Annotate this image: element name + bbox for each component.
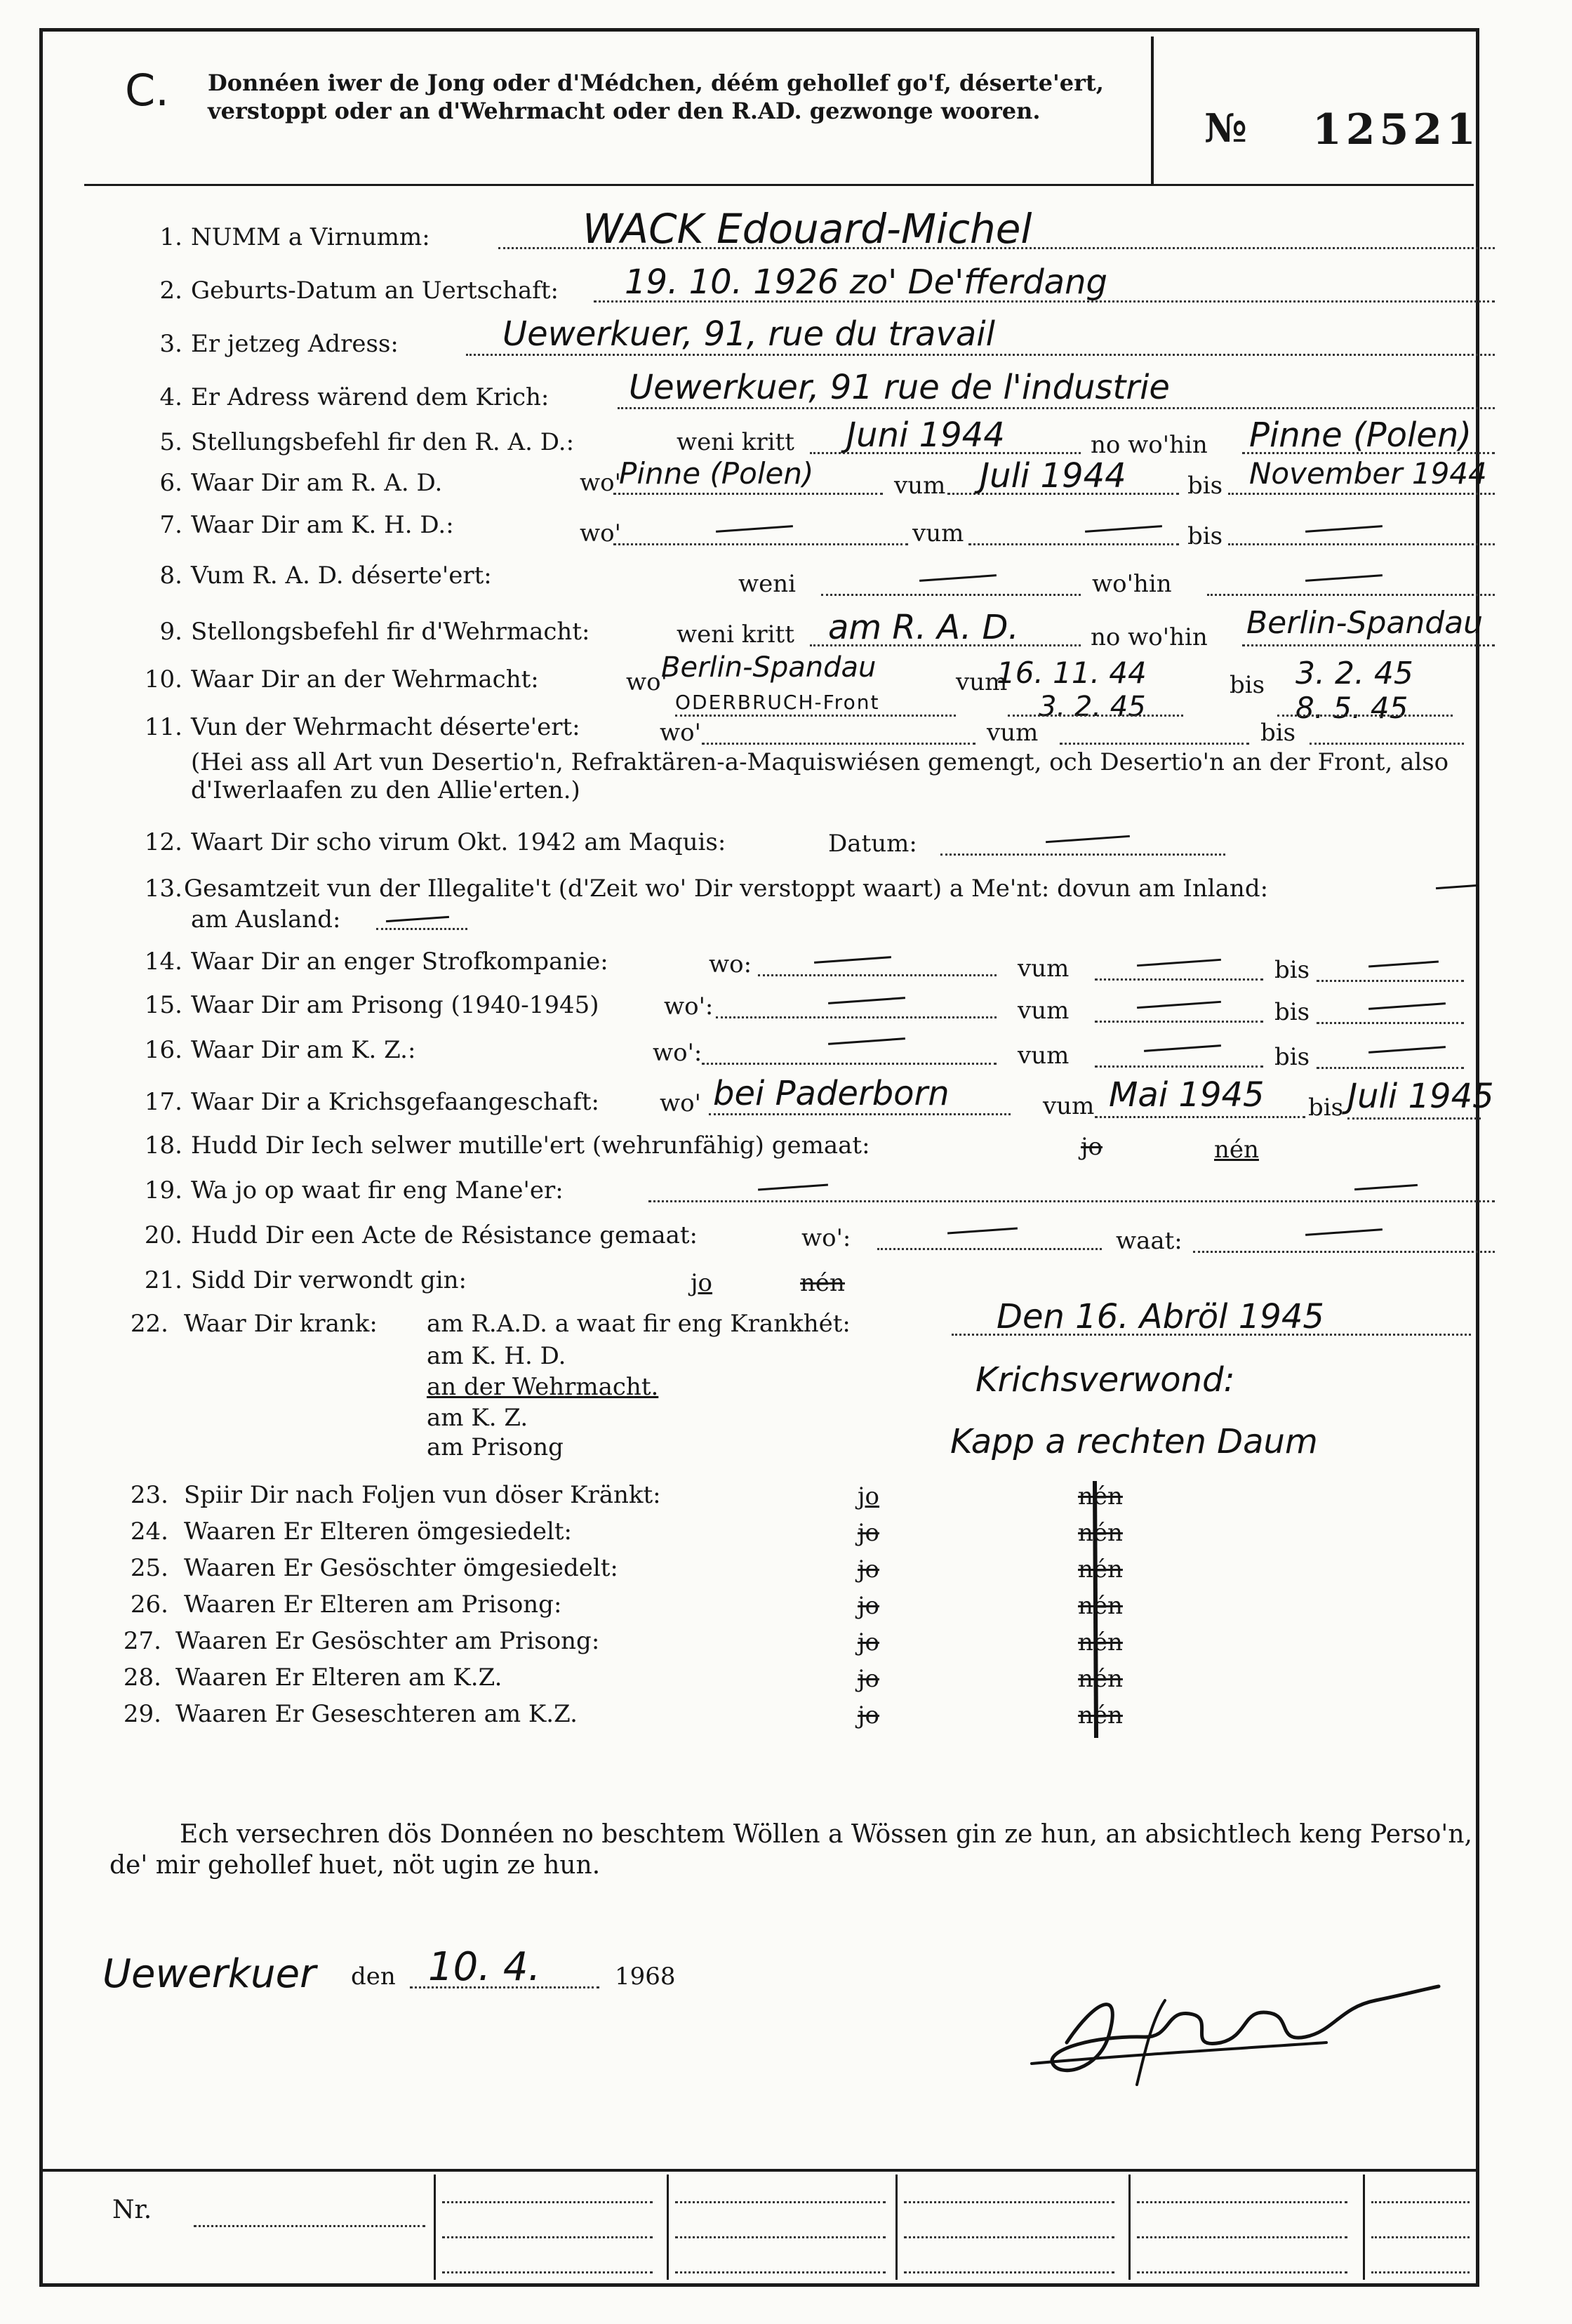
fill-line xyxy=(877,1248,1102,1250)
sub-label: am R.A.D. a waat fir eng Krankhét: xyxy=(427,1310,851,1338)
sub-label: am Prisong xyxy=(427,1433,564,1461)
field-key: vum xyxy=(1018,997,1070,1025)
item-label: Vun der Wehrmacht déserte'ert: xyxy=(191,713,580,741)
field-key: bis xyxy=(1230,671,1265,699)
item-number: 9. xyxy=(159,618,182,646)
item-number: 1. xyxy=(159,223,182,251)
field-key: no wo'hin xyxy=(1091,431,1208,459)
answer-illness-3[interactable]: Kapp a rechten Daum xyxy=(950,1422,1318,1461)
item-label: Waaren Er Elteren ömgesiedelt: xyxy=(184,1518,572,1546)
item-number: 27. xyxy=(123,1627,161,1655)
item-label: Waaren Er Elteren am K.Z. xyxy=(175,1664,502,1692)
field-key: vum xyxy=(1018,1042,1070,1070)
answer-address[interactable]: Uewerkuer, 91, rue du travail xyxy=(502,314,995,354)
fill-line xyxy=(1277,715,1453,717)
item-label: Stellungsbefehl fir den R. A. D.: xyxy=(191,428,575,456)
item-label: Waar Dir an der Wehrmacht: xyxy=(191,665,539,693)
fill-line xyxy=(716,1016,997,1018)
header-divider xyxy=(1151,36,1154,184)
fill-line xyxy=(1008,715,1183,717)
field-key: wo': xyxy=(801,1224,851,1252)
option-no[interactable]: nén xyxy=(1078,1519,1123,1547)
item-label: Waar Dir krank: xyxy=(184,1310,378,1338)
field-key: vum xyxy=(1018,955,1070,983)
item-number: 7. xyxy=(159,511,182,539)
item-label: Waar Dir an enger Strofkompanie: xyxy=(191,948,608,976)
item-number: 18. xyxy=(144,1131,182,1160)
item-number: 5. xyxy=(159,428,182,456)
field-key: vum xyxy=(912,519,964,547)
fill-line xyxy=(968,543,1179,545)
item-label: Vum R. A. D. déserte'ert: xyxy=(191,562,492,590)
fill-line xyxy=(675,2201,886,2203)
item-number: 13. xyxy=(144,875,182,903)
fill-line xyxy=(1347,1117,1481,1120)
answer-pow-place[interactable]: bei Paderborn xyxy=(713,1074,950,1113)
answer-wehrmacht-place-1[interactable]: Berlin-Spandau xyxy=(661,651,877,684)
column-divider xyxy=(434,2174,436,2280)
answer-rad-order-place[interactable]: Pinne (Polen) xyxy=(1249,416,1472,455)
option-yes[interactable]: jo xyxy=(858,1482,880,1510)
field-key: wo'hin xyxy=(1092,570,1172,598)
answer-rad-from[interactable]: Juli 1944 xyxy=(980,456,1126,496)
answer-wehrmacht-to-1[interactable]: 3. 2. 45 xyxy=(1295,656,1413,691)
item-label: Waar Dir am Prisong (1940-1945) xyxy=(191,991,599,1019)
answer-rad-order-date[interactable]: Juni 1944 xyxy=(846,416,1005,455)
den-label: den xyxy=(351,1963,396,1991)
fill-line xyxy=(904,2236,1114,2238)
field-key: vum xyxy=(956,668,1008,696)
form-title: Donnéen iwer de Jong oder d'Médchen, déém gehollef go'f, déserte'ert, verstoppt oder an d'Wehrmacht oder den R.AD. gezwonge wooren. xyxy=(208,69,1104,124)
fill-line xyxy=(1310,743,1464,745)
signature xyxy=(1011,1958,1446,2099)
answer-wehrmacht-place-2[interactable]: ODERBRUCH-Front xyxy=(675,691,880,714)
fill-line xyxy=(1317,980,1464,982)
number-label: № xyxy=(1204,105,1247,152)
item-number: 20. xyxy=(144,1221,182,1249)
item-number: 17. xyxy=(144,1088,182,1116)
fill-line xyxy=(675,715,956,717)
answer-war-address[interactable]: Uewerkuer, 91 rue de l'industrie xyxy=(629,368,1170,407)
fill-line xyxy=(675,2271,886,2273)
fill-line xyxy=(1193,1251,1495,1253)
column-divider xyxy=(1363,2174,1365,2280)
column-divider xyxy=(1128,2174,1131,2280)
fill-line xyxy=(821,594,1081,596)
option-yes[interactable]: jo xyxy=(858,1628,880,1656)
item-number: 21. xyxy=(144,1266,182,1294)
answer-wehrmacht-order-place[interactable]: Berlin-Spandau xyxy=(1246,605,1484,641)
item-label: Wa jo op waat fir eng Mane'er: xyxy=(191,1176,564,1204)
item-label: NUMM a Virnumm: xyxy=(191,223,430,251)
answer-illness-1[interactable]: Den 16. Abröl 1945 xyxy=(997,1297,1324,1336)
item-number: 19. xyxy=(144,1176,182,1204)
field-key: vum xyxy=(894,472,946,500)
item-label: Stellongsbefehl fir d'Wehrmacht: xyxy=(191,618,590,646)
field-key: weni xyxy=(738,570,796,598)
field-key: bis xyxy=(1274,1043,1310,1071)
fill-line xyxy=(904,2271,1114,2273)
sub-label: an der Wehrmacht. xyxy=(427,1373,659,1401)
fill-line xyxy=(1371,2271,1470,2273)
item-number: 22. xyxy=(130,1310,168,1338)
fill-line xyxy=(648,1200,1495,1202)
field-key: weni kritt xyxy=(677,620,794,649)
answer-name[interactable]: WACK Edouard-Michel xyxy=(582,205,1032,253)
sub-label: am K. Z. xyxy=(427,1404,528,1432)
item-number: 15. xyxy=(144,991,182,1019)
option-no[interactable]: nén xyxy=(800,1269,845,1297)
field-key: bis xyxy=(1274,998,1310,1026)
option-no[interactable]: nén xyxy=(1078,1482,1123,1510)
field-key: bis xyxy=(1308,1094,1344,1122)
fill-line xyxy=(613,543,908,545)
answer-wehrmacht-to-2[interactable]: 8. 5. 45 xyxy=(1295,691,1408,725)
item-label: Waar Dir am K. H. D.: xyxy=(191,511,454,539)
field-key: wo: xyxy=(709,950,752,978)
fill-line xyxy=(1095,1021,1263,1023)
item-label: Er Adress wärend dem Krich: xyxy=(191,383,549,411)
option-yes[interactable]: jo xyxy=(691,1269,713,1297)
section-letter: C. xyxy=(125,65,169,116)
column-divider xyxy=(667,2174,669,2280)
field-key: wo' xyxy=(580,519,621,547)
field-key: bis xyxy=(1274,956,1310,984)
field-key: weni kritt xyxy=(677,428,794,456)
fill-line xyxy=(1095,978,1263,981)
item-label: Er jetzeg Adress: xyxy=(191,330,399,358)
fill-line xyxy=(1095,1116,1305,1118)
fill-line xyxy=(1228,543,1495,545)
item-number: 16. xyxy=(144,1036,182,1064)
item-label: Geburts-Datum an Uertschaft: xyxy=(191,277,559,305)
fill-line xyxy=(702,743,975,745)
fill-line xyxy=(1242,644,1495,646)
item-label: Gesamtzeit vun der Illegalite't (d'Zeit wo' Dir verstoppt waart) a Me'nt: dovun am Inland: xyxy=(184,875,1269,903)
field-key: bis xyxy=(1187,522,1223,550)
form-number: 12521 xyxy=(1312,105,1480,154)
field-key: wo' xyxy=(660,719,701,747)
fill-line xyxy=(376,928,467,930)
answer-sign-place[interactable]: Uewerkuer xyxy=(102,1951,317,1997)
fill-line xyxy=(194,2225,425,2227)
item-label: Hudd Dir Iech selwer mutille'ert (wehrunfähig) gemaat: xyxy=(191,1131,870,1160)
field-key: wo': xyxy=(653,1039,702,1067)
field-key: no wo'hin xyxy=(1091,623,1208,651)
fill-line xyxy=(1095,1065,1263,1068)
fill-line xyxy=(1137,2271,1347,2273)
item-number: 4. xyxy=(159,383,182,411)
column-divider xyxy=(895,2174,898,2280)
option-yes[interactable]: jo xyxy=(1081,1133,1103,1161)
field-key: bis xyxy=(1187,472,1223,500)
option-yes[interactable]: jo xyxy=(858,1519,880,1547)
answer-birth[interactable]: 19. 10. 1926 zo' De'fferdang xyxy=(625,263,1107,302)
item-number: 25. xyxy=(130,1554,168,1582)
option-yes[interactable]: jo xyxy=(858,1665,880,1693)
field-key: wo': xyxy=(664,992,714,1021)
answer-rad-place[interactable]: Pinne (Polen) xyxy=(619,456,814,491)
option-no[interactable]: nén xyxy=(1078,1555,1123,1583)
header-rule xyxy=(84,184,1474,186)
fill-line xyxy=(709,1113,1011,1115)
fill-line xyxy=(442,2271,653,2273)
field-key: vum xyxy=(1043,1092,1095,1120)
desertion-note: (Hei ass all Art vun Desertio'n, Refraktären-a-Maquiswiésen gemengt, och Desertio'n an der Front, also d'Iwerlaafen zu den Allie'erten.) xyxy=(191,748,1449,804)
item-number: 8. xyxy=(159,562,182,590)
answer-rad-to[interactable]: November 1944 xyxy=(1249,456,1487,491)
fill-line xyxy=(1137,2201,1347,2203)
fill-line xyxy=(702,1063,997,1065)
field-key: wo' xyxy=(580,469,621,497)
item-number: 29. xyxy=(123,1700,161,1728)
item-number: 28. xyxy=(123,1664,161,1692)
option-yes[interactable]: jo xyxy=(858,1592,880,1620)
item-label: Waar Dir a Krichsgefaangeschaft: xyxy=(191,1088,599,1116)
fill-line xyxy=(758,974,997,976)
item-number: 24. xyxy=(130,1518,168,1546)
answer-illness-2[interactable]: Krichsverwond: xyxy=(975,1360,1235,1400)
fill-line xyxy=(442,2236,653,2238)
option-yes[interactable]: jo xyxy=(858,1555,880,1583)
declaration-text: Ech versechren dös Donnéen no beschtem Wöllen a Wössen gin ze hun, an absichtlech keng Perso'n, de' mir gehollef huet, nöt ugin ze hun. xyxy=(109,1820,1472,1880)
field-key: Datum: xyxy=(828,830,917,858)
fill-line xyxy=(1371,2236,1470,2238)
item-label: Waaren Er Elteren am Prisong: xyxy=(184,1591,562,1619)
fill-line xyxy=(904,2201,1114,2203)
option-no[interactable]: nén xyxy=(1214,1136,1259,1164)
item-number: 6. xyxy=(159,469,182,497)
item-label: Sidd Dir verwondt gin: xyxy=(191,1266,467,1294)
answer-pow-from[interactable]: Mai 1945 xyxy=(1109,1075,1265,1115)
fill-line xyxy=(1371,2201,1470,2203)
field-key: wo' xyxy=(660,1089,701,1117)
answer-sign-date[interactable]: 10. 4. xyxy=(428,1944,541,1990)
item-number: 10. xyxy=(144,665,182,693)
item-label: Spiir Dir nach Foljen vun döser Kränkt: xyxy=(184,1481,661,1509)
field-key: waat: xyxy=(1116,1227,1183,1255)
answer-wehrmacht-from-1[interactable]: 16. 11. 44 xyxy=(997,656,1147,690)
answer-wehrmacht-order-date[interactable]: am R. A. D. xyxy=(828,608,1019,647)
fill-line xyxy=(940,854,1225,856)
fill-line xyxy=(466,354,1495,356)
item-number: 3. xyxy=(159,330,182,358)
fill-line xyxy=(1137,2236,1347,2238)
item-number: 26. xyxy=(130,1591,168,1619)
year-label: 1968 xyxy=(615,1963,676,1991)
fill-line xyxy=(1228,493,1495,495)
field-key: wo' xyxy=(626,668,667,696)
option-no[interactable]: nén xyxy=(1078,1665,1123,1693)
item-number: 12. xyxy=(144,828,182,856)
field-key: am Ausland: xyxy=(191,905,341,934)
item-label: Waart Dir scho virum Okt. 1942 am Maquis: xyxy=(191,828,726,856)
item-label: Waaren Er Gesöschter am Prisong: xyxy=(175,1627,600,1655)
nr-label: Nr. xyxy=(112,2196,152,2224)
fill-line xyxy=(1317,1022,1464,1024)
item-number: 11. xyxy=(144,713,182,741)
field-key: bis xyxy=(1260,719,1296,747)
item-label: Hudd Dir een Acte de Résistance gemaat: xyxy=(191,1221,698,1249)
answer-pow-to[interactable]: Juli 1945 xyxy=(1347,1077,1494,1116)
field-key: vum xyxy=(987,719,1039,747)
fill-line xyxy=(1207,594,1495,596)
fill-line xyxy=(1317,1067,1464,1069)
option-no[interactable]: nén xyxy=(1078,1628,1123,1656)
item-label: Waar Dir am K. Z.: xyxy=(191,1036,416,1064)
item-number: 2. xyxy=(159,277,182,305)
option-no[interactable]: nén xyxy=(1078,1701,1123,1729)
fill-line xyxy=(675,2236,886,2238)
item-label: Waaren Er Geseschteren am K.Z. xyxy=(175,1700,578,1728)
answer-wehrmacht-from-2[interactable]: 3. 2. 45 xyxy=(1039,691,1146,723)
item-number: 23. xyxy=(130,1481,168,1509)
option-yes[interactable]: jo xyxy=(858,1701,880,1729)
option-no[interactable]: nén xyxy=(1078,1592,1123,1620)
fill-line xyxy=(613,493,883,495)
item-label: Waaren Er Gesöschter ömgesiedelt: xyxy=(184,1554,618,1582)
item-number: 14. xyxy=(144,948,182,976)
fill-line xyxy=(618,407,1495,409)
strike-line xyxy=(1081,1478,1109,1741)
sub-label: am K. H. D. xyxy=(427,1342,566,1370)
item-label: Waar Dir am R. A. D. xyxy=(191,469,443,497)
footer-rule xyxy=(39,2169,1479,2172)
fill-line xyxy=(1060,743,1249,745)
fill-line xyxy=(442,2201,653,2203)
